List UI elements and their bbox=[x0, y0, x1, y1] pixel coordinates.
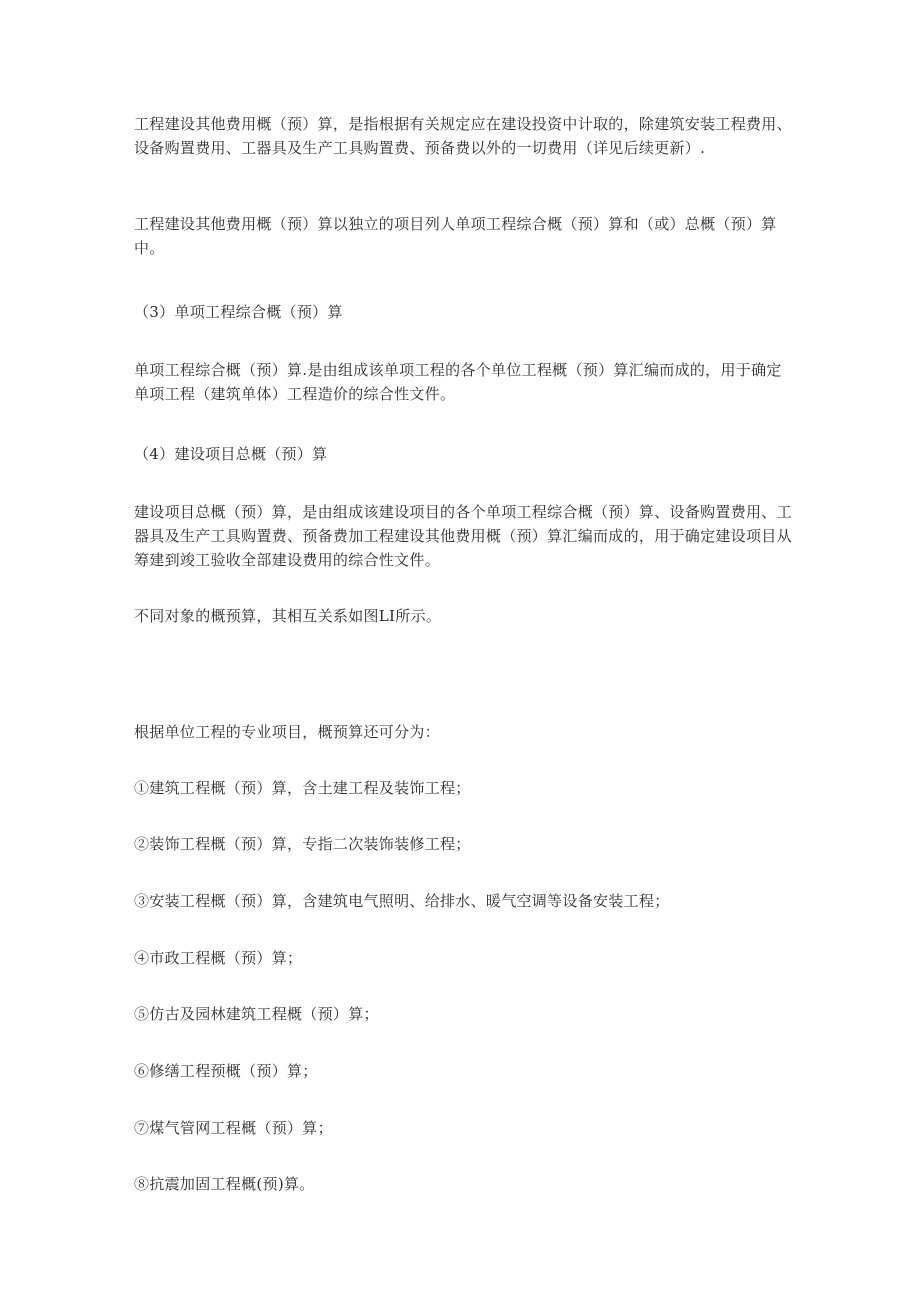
paragraph-classification-intro: 根据单位工程的专业项目，概预算还可分为： bbox=[134, 723, 441, 741]
paragraph-construction-project-estimate: 建设项目总概（预）算，是由组成该建设项目的各个单项工程综合概（预）算、设备购置费用、工器具及生产工具购置费、预备费加工程建设其他费用概（预）算汇编而成的，用于确定建设项目从筹建到竣工验收全部建设费用的综合性文件。 bbox=[134, 503, 792, 569]
list-item-repair: ⑥修缮工程预概（预）算； bbox=[134, 1062, 318, 1080]
paragraph-single-project-estimate: 单项工程综合概（预）算.是由组成该单项工程的各个单位工程概（预）算汇编而成的，用于确定单项工程（建筑单体）工程造价的综合性文件。 bbox=[134, 361, 782, 403]
list-item-gas-network: ⑦煤气管网工程概（预）算； bbox=[134, 1119, 333, 1137]
paragraph-other-costs-definition: 工程建设其他费用概（预）算，是指根据有关规定应在建设投资中计取的，除建筑安装工程费用、设备购置费用、工器具及生产工具购置费、预备费以外的一切费用（详见后续更新）. bbox=[134, 115, 792, 157]
heading-construction-project-estimate: （4）建设项目总概（预）算 bbox=[134, 445, 328, 463]
list-item-building: ①建筑工程概（预）算，含土建工程及装饰工程； bbox=[134, 779, 471, 797]
list-item-seismic: ⑧抗震加固工程概(预)算。 bbox=[134, 1175, 315, 1193]
paragraph-other-costs-listing: 工程建设其他费用概（预）算以独立的项目列人单项工程综合概（预）算和（或）总概（预）算中。 bbox=[134, 215, 777, 257]
list-item-decoration: ②装饰工程概（预）算，专指二次装饰装修工程； bbox=[134, 835, 471, 853]
list-item-installation: ③安装工程概（预）算，含建筑电气照明、给排水、暖气空调等设备安装工程； bbox=[134, 892, 670, 910]
list-item-municipal: ④市政工程概（预）算； bbox=[134, 949, 303, 967]
heading-single-project-estimate: （3）单项工程综合概（预）算 bbox=[134, 303, 343, 321]
list-item-landscape: ⑤仿古及园林建筑工程概（预）算； bbox=[134, 1005, 379, 1023]
paragraph-relationship-note: 不同对象的概预算，其相互关系如图LI所示。 bbox=[134, 607, 442, 625]
